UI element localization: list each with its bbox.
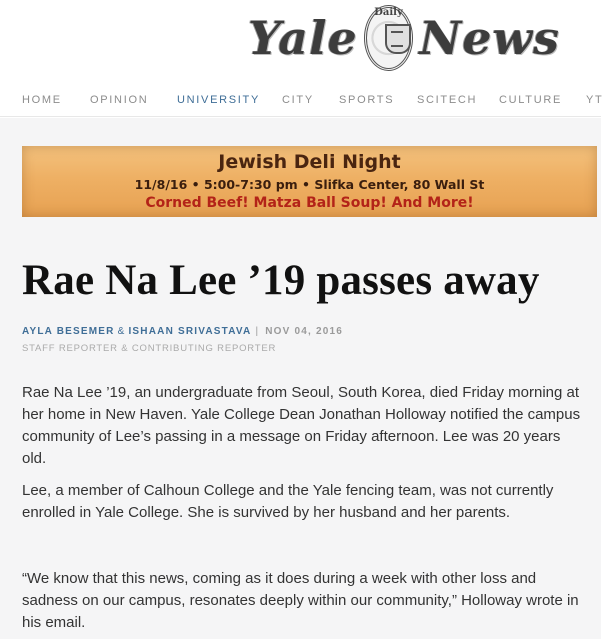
logo-seal-icon	[364, 5, 413, 71]
masthead	[0, 0, 601, 84]
yale-daily-news-logo[interactable]	[248, 6, 560, 70]
nav-yt[interactable]: YT	[586, 94, 603, 106]
ad-title: Jewish Deli Night	[218, 151, 401, 173]
article-paragraph: “We know that this news, coming as it does during a week with other loss and sadness on our campus, resonates deeply within our community,” Holloway wrote in his email.	[22, 570, 579, 631]
deli-night-ad-banner[interactable]	[22, 146, 597, 217]
nav-city[interactable]: CITY	[282, 94, 314, 106]
logo-word-left: Yale	[248, 11, 358, 65]
shield-icon	[385, 24, 411, 54]
nav-sports[interactable]: SPORTS	[339, 94, 395, 106]
author-roles: STAFF REPORTER & CONTRIBUTING REPORTER	[22, 343, 277, 354]
author-link-besemer[interactable]: AYLA BESEMER	[22, 326, 115, 337]
ad-details: 11/8/16 • 5:00-7:30 pm • Slifka Center, 80 Wall St	[134, 177, 485, 192]
nav-home[interactable]: HOME	[22, 94, 62, 106]
byline-separator: |	[255, 326, 260, 337]
article-paragraph: Lee, a member of Calhoun College and the Yale fencing team, was not currently enrolled in Yale College. She is survived by her husband and her parents.	[22, 482, 554, 521]
nav-scitech[interactable]: SCITECH	[417, 94, 478, 106]
nav-university[interactable]: UNIVERSITY	[177, 94, 261, 106]
ad-tagline: Corned Beef! Matza Ball Soup! And More!	[145, 195, 474, 211]
nav-culture[interactable]: CULTURE	[499, 94, 563, 106]
author-link-srivastava[interactable]: ISHAAN SRIVASTAVA	[128, 326, 252, 337]
article-content	[0, 118, 601, 639]
article-paragraph: Rae Na Lee ’19, an undergraduate from Seoul, South Korea, died Friday morning at her home in New Haven. Yale College Dean Jonathan Holloway notified the campus community of Lee’s passing in a message on Friday afternoon. Lee was 20 years old.	[22, 384, 581, 467]
main-nav	[0, 84, 601, 117]
article-headline: Rae Na Lee ’19 passes away	[22, 257, 540, 304]
publish-date: NOV 04, 2016	[265, 326, 344, 337]
byline-conjunction: &	[117, 326, 126, 337]
nav-opinion[interactable]: OPINION	[90, 94, 149, 106]
logo-word-right: News	[419, 11, 560, 65]
seal-text: Daily	[374, 7, 403, 18]
byline	[22, 326, 343, 337]
